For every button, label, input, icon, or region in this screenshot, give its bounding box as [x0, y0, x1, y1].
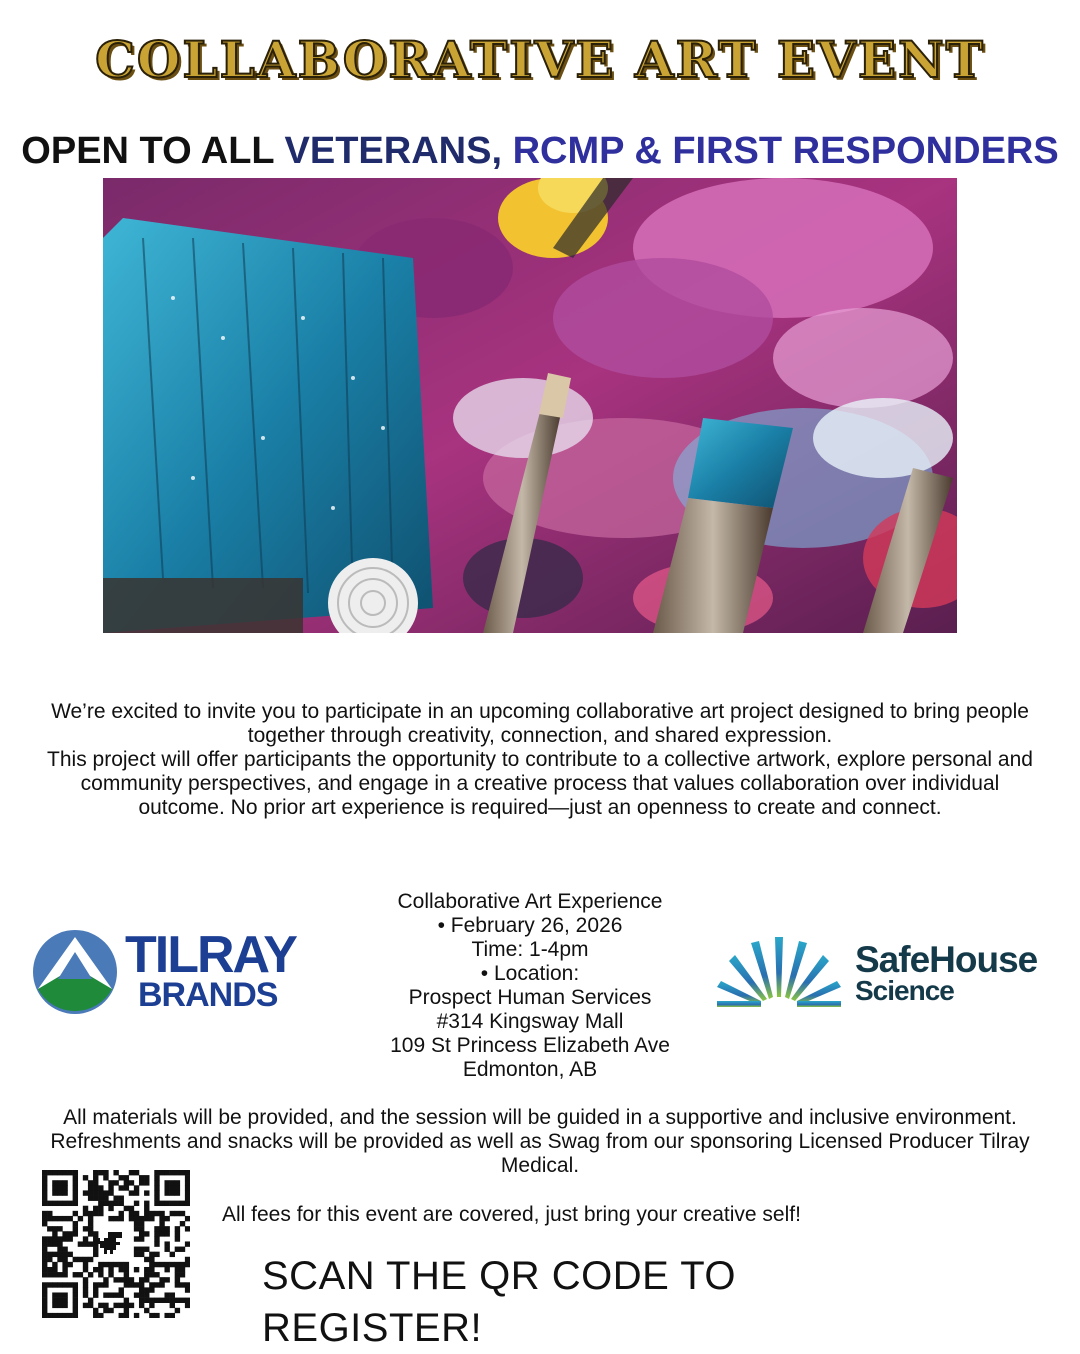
event-title: COLLABORATIVE ART EVENT	[95, 30, 985, 89]
subtitle-part-responders: RCMP & FIRST RESPONDERS	[512, 130, 1059, 172]
venue-name: Prospect Human Services	[408, 986, 652, 1009]
tilray-sub: BRANDS	[138, 976, 278, 1014]
materials-text: All materials will be provided, and the session will be guided in a supportive and inclusive environment. Refreshments and snacks will be provided as well as Swag from our sponsoring Licensed Producer Tilray Medical.	[50, 1106, 1030, 1177]
safehouse-science-logo	[715, 935, 1065, 1015]
tilray-mark-icon	[30, 927, 120, 1017]
event-name: Collaborative Art Experience	[397, 890, 663, 913]
tilray-brands-logo	[30, 925, 350, 1020]
event-time: Time: 1-4pm	[471, 938, 589, 961]
event-date: • February 26, 2026	[437, 914, 623, 937]
fees-text: All fees for this event are covered, just bring your creative self!	[222, 1203, 801, 1226]
safehouse-sub: Science	[855, 975, 954, 1006]
location-label: • Location:	[480, 962, 580, 985]
intro-paragraph-2: This project will offer participants the opportunity to contribute to a collective artwork, explore personal and community perspectives, and engage in a creative process that values collaboration over individual outcome. No prior art experience is required—just an openness to create and connect.	[47, 748, 1033, 819]
register-call-to-action: SCAN THE QR CODE TO REGISTER!	[262, 1254, 737, 1350]
safehouse-name: SafeHouse	[855, 939, 1038, 980]
event-details	[330, 890, 730, 1082]
intro-text	[40, 700, 1040, 820]
intro-paragraph-1: We’re excited to invite you to participate in an upcoming collaborative art project designed to bring people together through creativity, connection, and shared expression.	[51, 700, 1029, 747]
subtitle-part-veterans: VETERANS,	[284, 130, 513, 172]
venue-unit: #314 Kingsway Mall	[436, 1010, 624, 1033]
venue-street: 109 St Princess Elizabeth Ave	[390, 1034, 670, 1057]
subtitle-part-open: OPEN TO ALL	[21, 130, 285, 172]
tilray-name: TILRAY	[125, 926, 296, 984]
qr-code-icon[interactable]	[42, 1170, 190, 1318]
audience-subtitle	[0, 128, 1080, 174]
registration-qr-code[interactable]	[42, 1170, 190, 1318]
paint-brushes-hero-image	[103, 178, 957, 633]
venue-city: Edmonton, AB	[462, 1058, 598, 1081]
safehouse-rays-icon	[715, 935, 845, 1010]
